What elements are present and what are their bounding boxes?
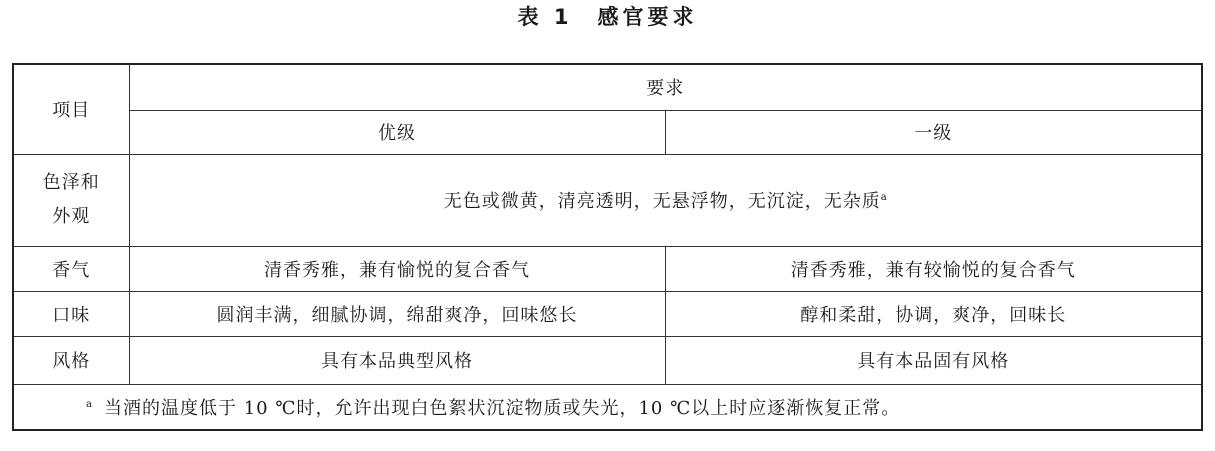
- style-premium: 具有本品典型风格: [321, 351, 473, 372]
- table-row: [13, 291, 1202, 336]
- footnote-row: [13, 384, 1202, 430]
- row-label-cell: [13, 291, 129, 336]
- grade-first-cell: [665, 110, 1202, 154]
- style-first: 具有本品固有风格: [857, 351, 1010, 372]
- row-label-taste: 口味: [52, 304, 91, 326]
- premium-cell: [129, 246, 665, 291]
- color-appearance-requirement: 无色或微黄，清亮透明，无悬浮物，无沉淀，无杂质: [443, 191, 881, 212]
- row-label-aroma: 香气: [52, 259, 91, 281]
- footnote-cell: [13, 384, 1202, 430]
- requirement-header: 要求: [646, 78, 685, 100]
- grade-first-header: 一级: [914, 123, 953, 144]
- grade-premium-header: 优级: [378, 123, 416, 144]
- footnote-marker: a: [86, 398, 92, 410]
- aroma-first: 清香秀雅，兼有较愉悦的复合香气: [790, 259, 1076, 281]
- table-row: [13, 336, 1202, 384]
- first-cell: [665, 336, 1202, 384]
- footnote-text: 当酒的温度低于 10 ℃时，允许出现白色絮状沉淀物质或失光，10 ℃以上时应逐渐恢复正常。: [103, 397, 901, 419]
- table-title: 表 1 感官要求: [517, 5, 698, 29]
- grade-header-row: [13, 110, 1202, 154]
- row-label-cell: [13, 154, 129, 246]
- header-row: [13, 64, 1202, 110]
- item-header: 项目: [52, 100, 91, 122]
- footnote-mark: a: [880, 192, 887, 203]
- aroma-premium: 清香秀雅，兼有愉悦的复合香气: [264, 259, 530, 281]
- row-label-style: 风格: [52, 351, 91, 372]
- first-cell: [665, 291, 1202, 336]
- row-label-cell: [13, 336, 129, 384]
- requirement-header-cell: [129, 64, 1202, 110]
- table-row: [13, 154, 1202, 246]
- row-label-cell: [13, 246, 129, 291]
- taste-first: 醇和柔甜，协调，爽净，回味长: [800, 304, 1067, 326]
- premium-cell: [129, 291, 665, 336]
- taste-premium: 圆润丰满，细腻协调，绵甜爽净，回味悠长: [216, 304, 578, 326]
- first-cell: [665, 246, 1202, 291]
- merged-requirement-cell: [129, 154, 1202, 246]
- table-row: [13, 246, 1202, 291]
- row-label-color-appearance: 色泽和外观: [42, 172, 100, 227]
- sensory-requirements-table: [12, 63, 1203, 431]
- grade-premium-cell: [129, 110, 665, 154]
- item-header-cell: [13, 64, 129, 154]
- premium-cell: [129, 336, 665, 384]
